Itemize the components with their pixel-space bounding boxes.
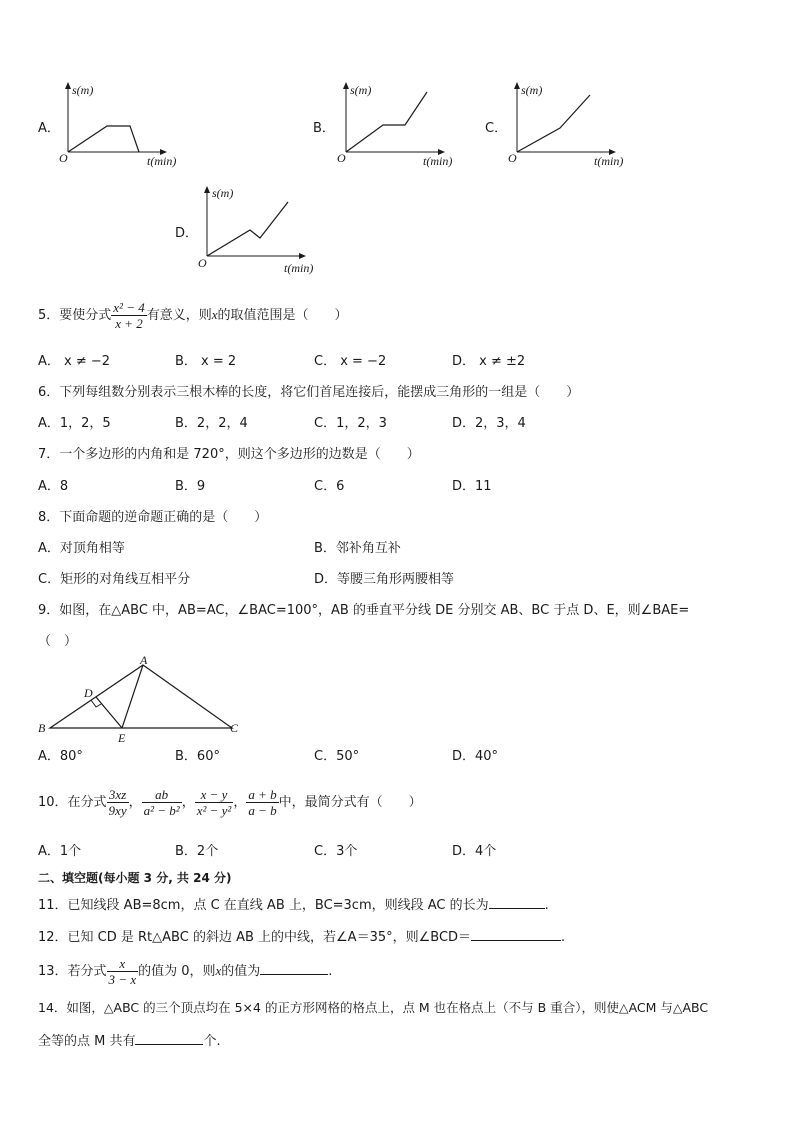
q10-fraction-4 bbox=[246, 787, 278, 818]
question-8: 8．下面命题的逆命题正确的是（ ） bbox=[38, 510, 268, 525]
fraction-denominator: a − b bbox=[248, 803, 277, 818]
q10-suffix: 中，最简分式有（ ） bbox=[278, 795, 422, 810]
q8-option-d: D．等腰三角形两腰相等 bbox=[314, 572, 455, 587]
vertex-b-label: B bbox=[38, 721, 46, 735]
option-d-label: D． bbox=[175, 226, 199, 241]
q6-option-c: C．1，2，3 bbox=[314, 416, 387, 431]
q5-prefix: 5．要使分式 bbox=[38, 308, 112, 323]
q10-fraction-1 bbox=[107, 787, 129, 818]
separator: ， bbox=[181, 795, 195, 810]
option-b-label: B． bbox=[313, 121, 335, 136]
q10-option-b: B．2个 bbox=[175, 844, 219, 859]
question-9-paren: （ ） bbox=[38, 634, 78, 649]
graph-c bbox=[504, 80, 644, 170]
option-a-label: A． bbox=[38, 121, 60, 136]
section-title: 二、填空题(每小题 3 分, 共 24 分) bbox=[38, 871, 232, 885]
answer-blank[interactable] bbox=[135, 1032, 203, 1045]
q10-prefix: 10．在分式 bbox=[38, 795, 107, 810]
answer-blank[interactable] bbox=[471, 928, 561, 941]
graph-d bbox=[194, 184, 334, 276]
q14-suffix: 个. bbox=[203, 1034, 221, 1049]
point-e-label: E bbox=[118, 731, 126, 744]
q7-option-b: B．9 bbox=[175, 479, 206, 494]
q13-variable: x bbox=[215, 963, 222, 978]
q7-option-a: A．8 bbox=[38, 479, 69, 494]
q14-prefix: 全等的点 M 共有 bbox=[38, 1034, 136, 1049]
q6-option-d: D．2，3，4 bbox=[452, 416, 526, 431]
fraction-denominator: 9xy bbox=[108, 803, 127, 818]
q10-option-d: D．4个 bbox=[452, 844, 497, 859]
q5-option-d: D． x ≠ ±2 bbox=[452, 354, 526, 369]
q7-option-d: D．11 bbox=[452, 479, 492, 494]
x-axis-label: t(min) bbox=[594, 154, 624, 168]
q10-option-c: C．3个 bbox=[314, 844, 358, 859]
origin-label: O bbox=[59, 151, 68, 165]
q7-option-c: C．6 bbox=[314, 479, 345, 494]
q13-mid: 的值为 0，则 bbox=[138, 964, 216, 979]
q5-numerator: x² − 4 bbox=[113, 300, 145, 315]
q5-fraction bbox=[111, 300, 146, 331]
vertex-a-label: A bbox=[140, 653, 148, 667]
q6-option-a: A．1，2，5 bbox=[38, 416, 111, 431]
q8-option-a: A．对顶角相等 bbox=[38, 541, 125, 556]
q9-option-a: A．80° bbox=[38, 749, 83, 764]
triangle-figure bbox=[30, 652, 250, 744]
q5-suffix-1: 有意义，则 bbox=[146, 308, 212, 323]
graph-b bbox=[333, 80, 473, 170]
graph-a bbox=[55, 80, 195, 170]
fraction-numerator: ab bbox=[142, 787, 182, 803]
q5-option-c: C． x = −2 bbox=[314, 354, 387, 369]
answer-blank[interactable] bbox=[260, 962, 328, 975]
answer-blank[interactable] bbox=[489, 896, 545, 909]
q8-option-b: B．邻补角互补 bbox=[314, 541, 401, 556]
q10-option-a: A．1个 bbox=[38, 844, 82, 859]
q8-option-c: C．矩形的对角线互相平分 bbox=[38, 572, 191, 587]
origin-label: O bbox=[508, 151, 517, 165]
q13-suffix: 的值为 bbox=[221, 964, 261, 979]
q9-option-b: B．60° bbox=[175, 749, 220, 764]
fraction-numerator: x − y bbox=[195, 787, 234, 803]
question-11 bbox=[38, 896, 549, 914]
fraction-denominator: x² − y² bbox=[196, 803, 232, 818]
question-10 bbox=[38, 784, 422, 822]
q11-text: 11．已知线段 AB=8cm，点 C 在直线 AB 上，BC=3cm，则线段 AC 的长为 bbox=[38, 898, 489, 913]
question-13 bbox=[38, 952, 332, 991]
origin-label: O bbox=[337, 151, 346, 165]
question-14-line-2 bbox=[38, 1032, 221, 1050]
point-d-label: D bbox=[84, 686, 93, 700]
origin-label: O bbox=[198, 256, 207, 270]
q11-end: . bbox=[544, 898, 549, 913]
x-axis-label: t(min) bbox=[423, 154, 453, 168]
q12-end: . bbox=[561, 930, 566, 945]
q13-end: . bbox=[328, 964, 333, 979]
question-6: 6．下列每组数分别表示三根木棒的长度，将它们首尾连接后，能摆成三角形的一组是（ ） bbox=[38, 385, 580, 400]
fraction-numerator: 3xz bbox=[107, 787, 129, 803]
question-5 bbox=[38, 296, 348, 335]
q9-option-c: C．50° bbox=[314, 749, 360, 764]
q13-prefix: 13．若分式 bbox=[38, 964, 107, 979]
q6-option-b: B．2，2，4 bbox=[175, 416, 248, 431]
q9-option-d: D．40° bbox=[452, 749, 499, 764]
q5-option-b: B． x = 2 bbox=[175, 354, 237, 369]
question-14-line-1: 14．如图，△ABC 的三个顶点均在 5×4 的正方形网格的格点上，点 M 也在格点上（不与 B 重合），则使△ACM 与△ABC bbox=[38, 1000, 709, 1015]
x-axis-label: t(min) bbox=[147, 154, 177, 168]
y-axis-label: s(m) bbox=[350, 83, 372, 97]
q5-variable: x bbox=[211, 307, 218, 322]
y-axis-label: s(m) bbox=[72, 83, 94, 97]
fraction-numerator: a + b bbox=[248, 787, 277, 802]
q10-fraction-3 bbox=[195, 787, 234, 818]
question-9: 9．如图，在△ABC 中，AB=AC，∠BAC=100°，AB 的垂直平分线 DE 分别交 AB、BC 于点 D、E，则∠BAE= bbox=[38, 603, 690, 618]
vertex-c-label: C bbox=[230, 721, 239, 735]
fraction-numerator: x bbox=[107, 956, 139, 972]
q12-text: 12．已知 CD 是 Rt△ABC 的斜边 AB 上的中线，若∠A＝35°，则∠BCD＝ bbox=[38, 930, 472, 945]
x-axis-label: t(min) bbox=[284, 261, 314, 275]
y-axis-label: s(m) bbox=[212, 186, 234, 200]
y-axis-label: s(m) bbox=[521, 83, 543, 97]
q5-denominator: x + 2 bbox=[115, 316, 143, 331]
q5-option-a: A． x ≠ −2 bbox=[38, 354, 111, 369]
question-7: 7．一个多边形的内角和是 720°，则这个多边形的边数是（ ） bbox=[38, 447, 420, 462]
separator: ， bbox=[233, 795, 247, 810]
q13-fraction bbox=[107, 956, 139, 987]
option-c-label: C． bbox=[485, 121, 508, 136]
q5-suffix-2: 的取值范围是（ ） bbox=[217, 308, 348, 323]
fraction-denominator: a² − b² bbox=[143, 803, 180, 818]
question-12 bbox=[38, 928, 565, 946]
separator: ， bbox=[128, 795, 142, 810]
q10-fraction-2 bbox=[142, 787, 182, 818]
fraction-denominator: 3 − x bbox=[108, 972, 137, 987]
